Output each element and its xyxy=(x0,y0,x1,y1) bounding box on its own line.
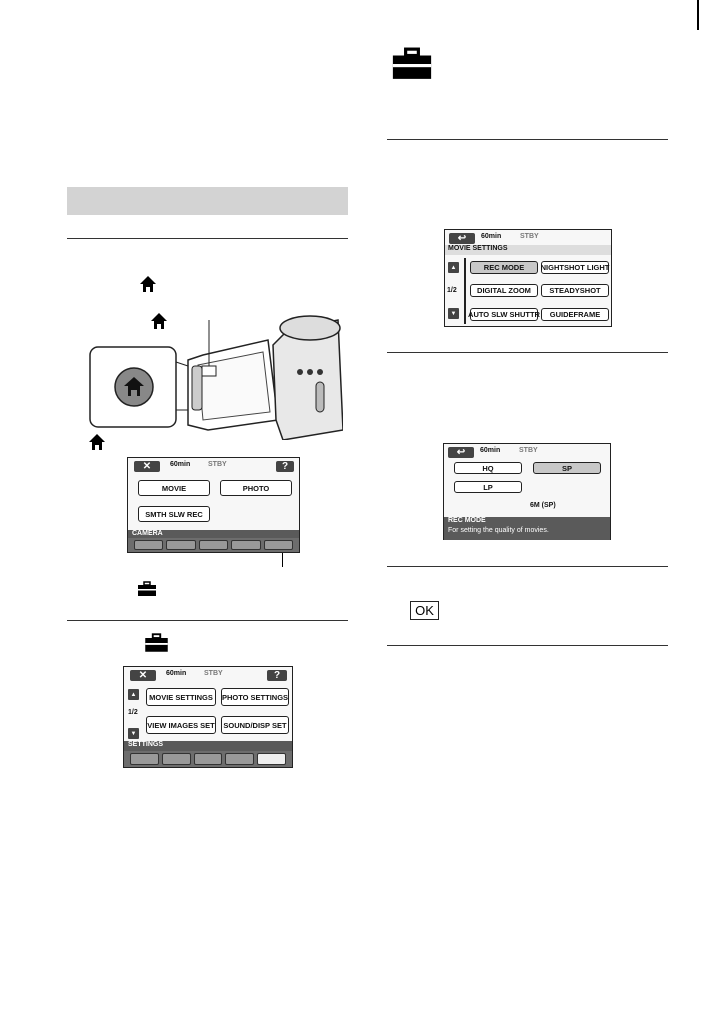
close-button[interactable]: ✕ xyxy=(134,461,160,472)
menu-button[interactable]: PHOTO SETTINGS xyxy=(221,688,289,706)
category-strip: SETTINGS xyxy=(124,741,292,751)
menu-button[interactable]: STEADYSHOT xyxy=(541,284,609,297)
menu-button[interactable]: NIGHTSHOT LIGHT xyxy=(540,263,610,272)
option-lp[interactable]: LP xyxy=(454,481,522,493)
scroll-track[interactable] xyxy=(464,258,466,324)
lcd-screen-camera xyxy=(127,457,300,553)
tab-camera[interactable] xyxy=(130,753,159,765)
menu-button[interactable]: SMTH SLW REC xyxy=(138,506,210,522)
scroll-down-button[interactable]: ▼ xyxy=(128,728,139,739)
screen-header: MOVIE SETTINGS xyxy=(445,245,611,255)
scroll-up-button[interactable]: ▲ xyxy=(128,689,139,700)
menu-button[interactable]: VIEW IMAGES SET xyxy=(146,716,216,734)
tab-playback[interactable] xyxy=(166,540,195,550)
page-edge-bar xyxy=(697,0,699,30)
menu-button[interactable]: MOVIE xyxy=(138,480,210,496)
lcd-screen-rec-mode xyxy=(443,443,611,540)
lcd-screen-settings xyxy=(123,666,293,768)
divider xyxy=(387,645,668,646)
divider xyxy=(387,352,668,353)
section-header-bar xyxy=(67,187,348,215)
close-button[interactable]: ✕ xyxy=(130,670,156,681)
home-icon xyxy=(139,275,157,293)
tab-settings[interactable] xyxy=(257,753,286,765)
category-strip: CAMERA xyxy=(128,530,299,540)
page-indicator: 1/2 xyxy=(128,709,138,716)
option-sp[interactable]: SP xyxy=(533,462,601,474)
camcorder-illustration xyxy=(88,300,343,440)
toolbox-icon xyxy=(144,633,169,653)
menu-button[interactable]: REC MODE xyxy=(470,261,538,274)
help-button[interactable]: ? xyxy=(276,461,294,472)
battery-indicator: 60min xyxy=(170,461,191,468)
tab-edit[interactable] xyxy=(225,753,254,765)
status-text: STBY xyxy=(204,670,223,677)
help-button[interactable]: ? xyxy=(267,670,287,681)
tab-camera[interactable] xyxy=(134,540,163,550)
toolbox-icon xyxy=(386,47,438,81)
status-text: STBY xyxy=(520,233,539,240)
menu-button[interactable]: AUTO SLW SHUTTR xyxy=(468,310,540,319)
battery-indicator: 60min xyxy=(166,670,187,677)
home-icon xyxy=(88,433,106,451)
info-strip-title: REC MODE xyxy=(444,517,610,527)
option-hq[interactable]: HQ xyxy=(454,462,522,474)
menu-button[interactable]: PHOTO xyxy=(220,480,292,496)
tab-playback[interactable] xyxy=(162,753,191,765)
divider xyxy=(67,238,348,239)
page-indicator: 1/2 xyxy=(447,287,457,294)
battery-indicator: 60min xyxy=(481,233,502,240)
divider xyxy=(67,620,348,621)
battery-indicator: 60min xyxy=(480,447,501,454)
current-value: 6M (SP) xyxy=(530,502,556,509)
menu-button[interactable]: MOVIE SETTINGS xyxy=(146,688,216,706)
divider xyxy=(387,566,668,567)
tab-list[interactable] xyxy=(199,540,228,550)
tab-settings[interactable] xyxy=(264,540,293,550)
status-text: STBY xyxy=(519,447,538,454)
menu-button[interactable]: GUIDEFRAME xyxy=(541,308,609,321)
info-strip-description: For setting the quality of movies. xyxy=(444,527,610,540)
lcd-screen-movie-settings xyxy=(444,229,612,327)
category-tabs xyxy=(128,538,299,552)
category-tabs xyxy=(124,751,292,767)
tab-edit[interactable] xyxy=(231,540,260,550)
back-button[interactable]: ↩ xyxy=(449,233,475,244)
menu-button[interactable]: DIGITAL ZOOM xyxy=(470,284,538,297)
scroll-down-button[interactable]: ▼ xyxy=(448,308,459,319)
pointer-line xyxy=(282,553,283,567)
menu-button[interactable]: SOUND/DISP SET xyxy=(221,716,289,734)
status-text: STBY xyxy=(208,461,227,468)
ok-button[interactable]: OK xyxy=(410,601,439,620)
back-button[interactable]: ↩ xyxy=(448,447,474,458)
divider xyxy=(387,139,668,140)
toolbox-icon xyxy=(137,581,157,597)
scroll-up-button[interactable]: ▲ xyxy=(448,262,459,273)
tab-list[interactable] xyxy=(194,753,223,765)
